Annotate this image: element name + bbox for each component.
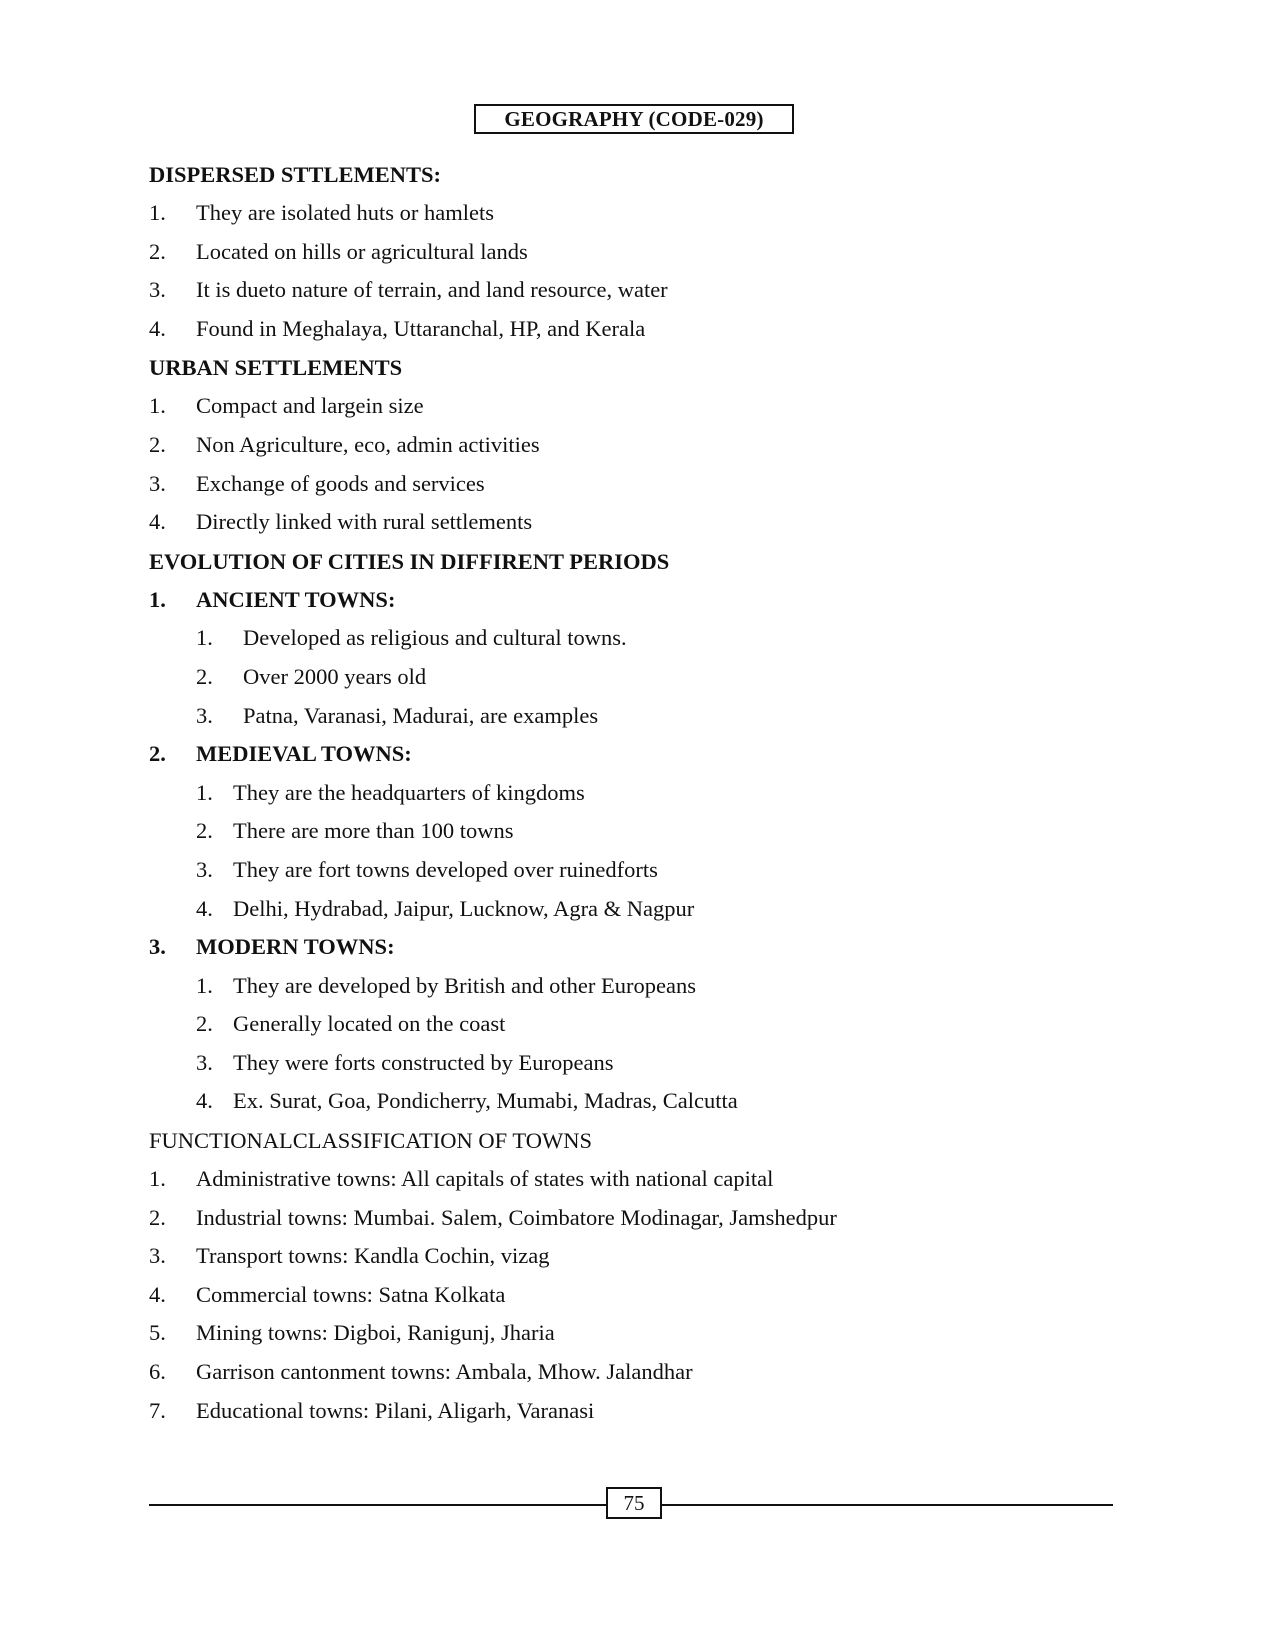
section-heading-urban: URBAN SETTLEMENTS: [149, 355, 403, 381]
page-number: 75: [606, 1487, 662, 1519]
list-item: 7. Educational towns: Pilani, Aligarh, Varanasi: [149, 1397, 595, 1423]
list-item: 1. They are developed by British and other Europeans: [196, 972, 696, 998]
list-item: 2. There are more than 100 towns: [196, 818, 514, 844]
list-item: 3. Exchange of goods and services: [149, 470, 485, 496]
section-heading-evolution: EVOLUTION OF CITIES IN DIFFIRENT PERIODS: [149, 548, 670, 574]
list-item: 4. Found in Meghalaya, Uttaranchal, HP, and Kerala: [149, 315, 646, 341]
list-item: 2. Industrial towns: Mumbai. Salem, Coimbatore Modinagar, Jamshedpur: [149, 1204, 837, 1230]
list-item: 3. Transport towns: Kandla Cochin, vizag: [149, 1243, 550, 1269]
list-item: 2. Located on hills or agricultural lands: [149, 238, 528, 264]
subsection-heading-modern: 3. MODERN TOWNS:: [149, 934, 395, 960]
list-item: 2. Generally located on the coast: [196, 1011, 506, 1037]
list-item: 2. Over 2000 years old: [196, 663, 427, 689]
list-item: 6. Garrison cantonment towns: Ambala, Mhow. Jalandhar: [149, 1359, 693, 1385]
footer-rule-left: [149, 1504, 606, 1506]
list-item: 3. Patna, Varanasi, Madurai, are examples: [196, 702, 599, 728]
list-item: 1. Compact and largein size: [149, 393, 424, 419]
list-item: 5. Mining towns: Digboi, Ranigunj, Jharia: [149, 1320, 555, 1346]
list-item: 1. They are the headquarters of kingdoms: [196, 779, 585, 805]
section-heading-functional: FUNCTIONALCLASSIFICATION OF TOWNS: [149, 1128, 592, 1154]
page-header-title: GEOGRAPHY (CODE-029): [474, 104, 794, 134]
list-item: 1. Administrative towns: All capitals of states with national capital: [149, 1166, 774, 1192]
list-item: 4. Delhi, Hydrabad, Jaipur, Lucknow, Agra & Nagpur: [196, 895, 695, 921]
list-item: 1. They are isolated huts or hamlets: [149, 200, 495, 225]
list-item: 3. It is dueto nature of terrain, and land resource, water: [149, 277, 668, 303]
list-item: 4. Directly linked with rural settlements: [149, 509, 533, 535]
list-item: 3. They are fort towns developed over ruinedforts: [196, 856, 658, 882]
list-item: 3. They were forts constructed by Europeans: [196, 1049, 614, 1075]
page-content: [149, 155, 1149, 1430]
subsection-heading-medieval: 2. MEDIEVAL TOWNS:: [149, 741, 412, 767]
section-heading-dispersed: DISPERSED STTLEMENTS:: [149, 162, 441, 187]
list-item: 2. Non Agriculture, eco, admin activities: [149, 431, 540, 457]
list-item: 1. Developed as religious and cultural towns.: [196, 625, 627, 651]
list-item: 4. Ex. Surat, Goa, Pondicherry, Mumabi, Madras, Calcutta: [196, 1088, 738, 1114]
list-item: 4. Commercial towns: Satna Kolkata: [149, 1281, 506, 1307]
footer-rule-right: [662, 1504, 1113, 1506]
subsection-heading-ancient: 1. ANCIENT TOWNS:: [149, 586, 396, 612]
